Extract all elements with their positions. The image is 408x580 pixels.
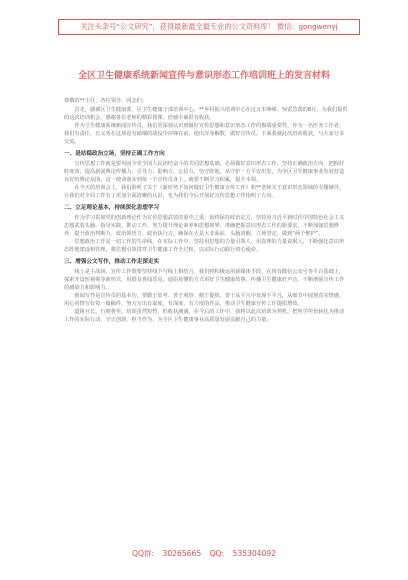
top-banner[interactable]: 关注头条号“公文研究”，获得最新最全最专业的公文资料库！ 微信：gongwenyj xyxy=(58,19,360,35)
section-heading-2: 二、立足理论基本，持续深化思想学习 xyxy=(64,205,160,211)
paragraph: 宣传思想工作就是要巩固全党全国人民团结奋斗的共同思想基础。必须做好意识形态工作，坚持正确政治方向，把握好时度效，提高新闻舆论传播力、引导力、影响力、公信力，坚守阵地，从守护一方平安出发，为全区卫生健康事业发展营造良好的舆论氛围，这一使命落实到每一个宣传员身上，就要不断学习积累，提升本领。 xyxy=(64,161,345,183)
paragraph: 作为卫生健康系统新闻宣传员，我们更深刻认识到做好宣传思想和意识形态工作的极端重要性，作为一名医务工作者，我们有责任，有义务在这场没有硝烟的战役中冲锋在前，使出浑身解数，做好宣传员。下面我就此次培训收获，与大家分享交流。 xyxy=(64,123,345,145)
paragraph: 在今天的培训会上，我们聆听了关于《新形势下如何做好卫生健康宣传工作》和**老师关于意识形态领域的专题辅导，让我们对全局工作有了更加全面清晰的认识，也为我们今后开展好宣传思想工作指明了方向。 xyxy=(64,185,345,199)
paragraph: 道阻且长，行则将至。培训虽然短暂，但收获满满。在今后的工作中，我将以此次培训为契机，把所学所悟转化为推动工作的实际行动，守正创新，担当作为，为全区卫生健康事业高质量发展贡献自己的力量。 xyxy=(64,309,345,323)
paragraph: 新闻写作是宣传员的基本功，要勤于思考、善于观察、精于提炼，善于从平凡中发现不平凡，从细节中展现真实情感，用心用情写好每一篇稿件，努力写出有温度、有深度、有力度的作品，推动卫生健康宣传工作提质增效。 xyxy=(64,293,345,307)
paragraph: 思想政治工作是一切工作的生命线，在实际工作中，坚持用思想的力量引领人、用真理的力量说服人，不断强化意识形态阵地建设和管理，将思想引领贯穿卫生健康工作全过程，以实际行动践行初心使命。 xyxy=(64,239,345,253)
paragraph: 首先，感谢区卫生健康委、区卫生健康干部培训中心，**乡村振兴培训中心在这万木峥嵘、惊雷急荫的8月，为我们提供的这次培训机会，感谢各位老师的精彩授课，倍感丰硕很有收获。 xyxy=(64,107,348,121)
document-title: 全区卫生健康系统新闻宣传与意识形态工作培训班上的发言材料 xyxy=(77,71,330,81)
section-heading-1: 一、是站稳政治立场，坚持正确工作方向 xyxy=(64,151,165,157)
greeting: 尊敬的**主任、各位领导、同志们： xyxy=(64,98,148,104)
paragraph: 作为学习贯彻党的创新理论作为宣传思想武装的重中之重，始终保持政治定力，坚持用习近平新时代中国特色社会主义思想武装头脑、指导实践、推动工作，努力提升理论素养和思想境界，准确把握意识形态工作的新要求，不断加强思想修养，提升政治判断力、政治领悟力、政治执行力，确保在大是大非面前，头脑清醒、立场坚定，做到“两个维护”。 xyxy=(64,215,345,237)
paragraph: 线上是主战场，宣传工作既要坚持线下与线上相结合，我们将积极运用新媒体手段，在现有微信公众号等平台基础上，探索开设短视频等新形式，用群众喜闻乐见、通俗易懂的方式讲好卫生健康故事，传播卫生健康好声音，不断增强宣传工作的感染力和影响力。 xyxy=(64,269,345,291)
document-body xyxy=(64,97,348,324)
section-heading-3: 三、增强公文写作，推动工作走深走实 xyxy=(64,259,160,265)
contact-footer: QQ群: 30265665 QQ: 535304092 xyxy=(132,549,276,558)
